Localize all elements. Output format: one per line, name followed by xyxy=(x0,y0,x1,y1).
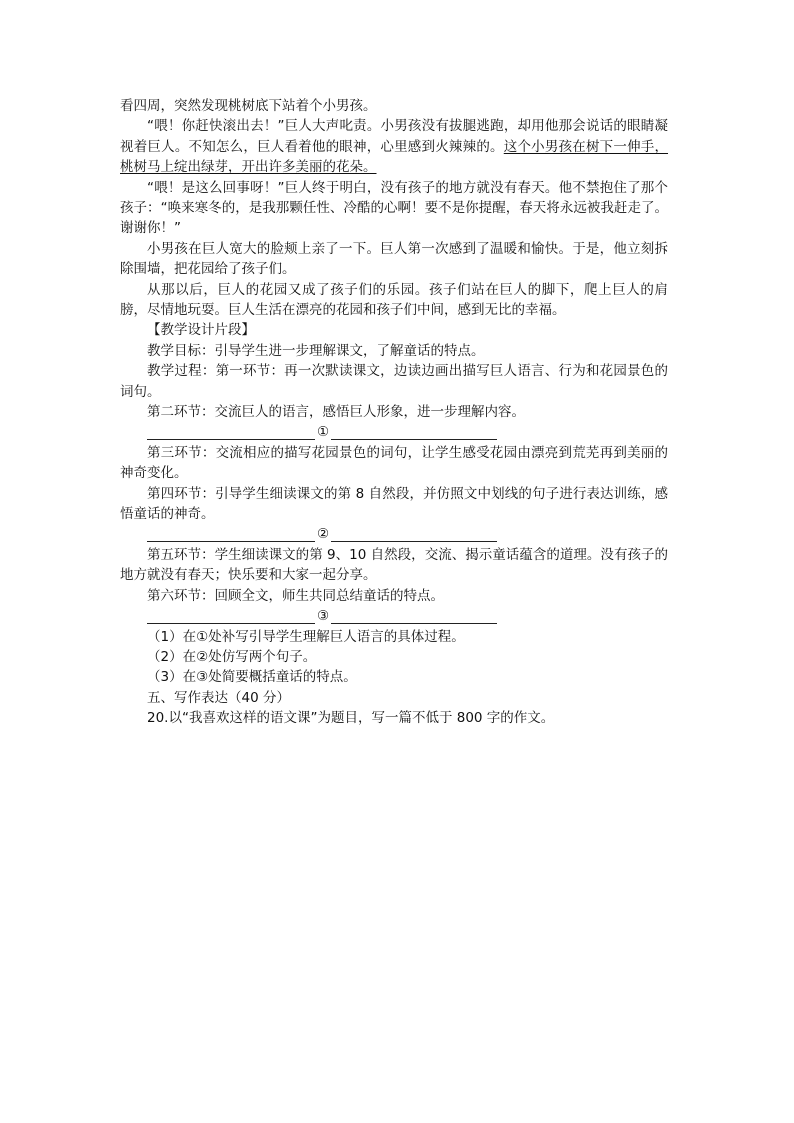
question-1: （1）在①处补写引导学生理解巨人语言的具体过程。 xyxy=(147,628,465,645)
underlined-sentence: 这个小男孩在树下一伸手，桃树马上绽出绿芽，开出许多美丽的花朵。 xyxy=(120,138,669,176)
question-2: （2）在②处仿写两个句子。 xyxy=(147,648,317,665)
answer-blank-3[interactable] xyxy=(147,606,497,626)
teaching-step-2: 第二环节：交流巨人的语言，感悟巨人形象，进一步理解内容。 xyxy=(147,404,525,421)
story-paragraph-1 xyxy=(120,116,668,177)
document-body xyxy=(120,96,668,729)
blank-marker-1: ① xyxy=(317,423,330,440)
blank-marker-3: ③ xyxy=(317,607,330,624)
story-paragraph-0: 看四周，突然发现桃树底下站着个小男孩。 xyxy=(120,98,377,114)
question-20: 20.以“我喜欢这样的语文课”为题目，写一篇不低于 800 字的作文。 xyxy=(147,710,555,727)
answer-blank-1[interactable] xyxy=(147,423,497,443)
question-3: （3）在③处简要概括童话的特点。 xyxy=(147,669,357,686)
blank-marker-2: ② xyxy=(317,525,330,542)
teaching-step-4: 第四环节：引导学生细读课文的第 8 自然段，并仿照文中划线的句子进行表达训练，感悟童话的神奇。 xyxy=(120,485,668,523)
teaching-step-1: 教学过程：第一环节：再一次默读课文，边读边画出描写巨人语言、行为和花园景色的词句。 xyxy=(120,363,668,400)
answer-blank-2[interactable] xyxy=(147,525,497,545)
story-paragraph-1-text: “喂！你赶快滚出去！”巨人大声叱责。小男孩没有拔腿逃跑，却用他那会说话的眼睛凝视着巨人。不知怎么，巨人看着他的眼神，心里感到火辣辣的。 xyxy=(120,118,668,155)
story-paragraph-4: 从那以后，巨人的花园又成了孩子们的乐园。孩子们站在巨人的脚下，爬上巨人的肩膀，尽情地玩耍。巨人生活在漂亮的花园和孩子们中间，感到无比的幸福。 xyxy=(120,281,668,319)
teaching-step-5: 第五环节：学生细读课文的第 9、10 自然段，交流、揭示童话蕴含的道理。没有孩子的地方就没有春天；快乐要和大家一起分享。 xyxy=(120,546,668,584)
teaching-goal: 教学目标：引导学生进一步理解课文，了解童话的特点。 xyxy=(147,342,485,359)
section-title-writing: 五、写作表达（40 分） xyxy=(147,689,290,706)
teaching-step-6: 第六环节：回顾全文，师生共同总结童话的特点。 xyxy=(147,587,444,604)
story-paragraph-2: “喂！是这么回事呀！”巨人终于明白，没有孩子的地方就没有春天。他不禁抱住了那个孩子：“唤来寒冬的，是我那颗任性、冷酷的心啊！要不是你提醒，春天将永远被我赶走了。谢谢你！” xyxy=(120,179,668,237)
teaching-step-3: 第三环节：交流相应的描写花园景色的词句，让学生感受花园由漂亮到荒芜再到美丽的神奇变化。 xyxy=(120,444,668,482)
design-heading: 【教学设计片段】 xyxy=(147,322,255,339)
story-paragraph-3: 小男孩在巨人宽大的脸颊上亲了一下。巨人第一次感到了温暖和愉快。于是，他立刻拆除围墙，把花园给了孩子们。 xyxy=(120,240,668,278)
